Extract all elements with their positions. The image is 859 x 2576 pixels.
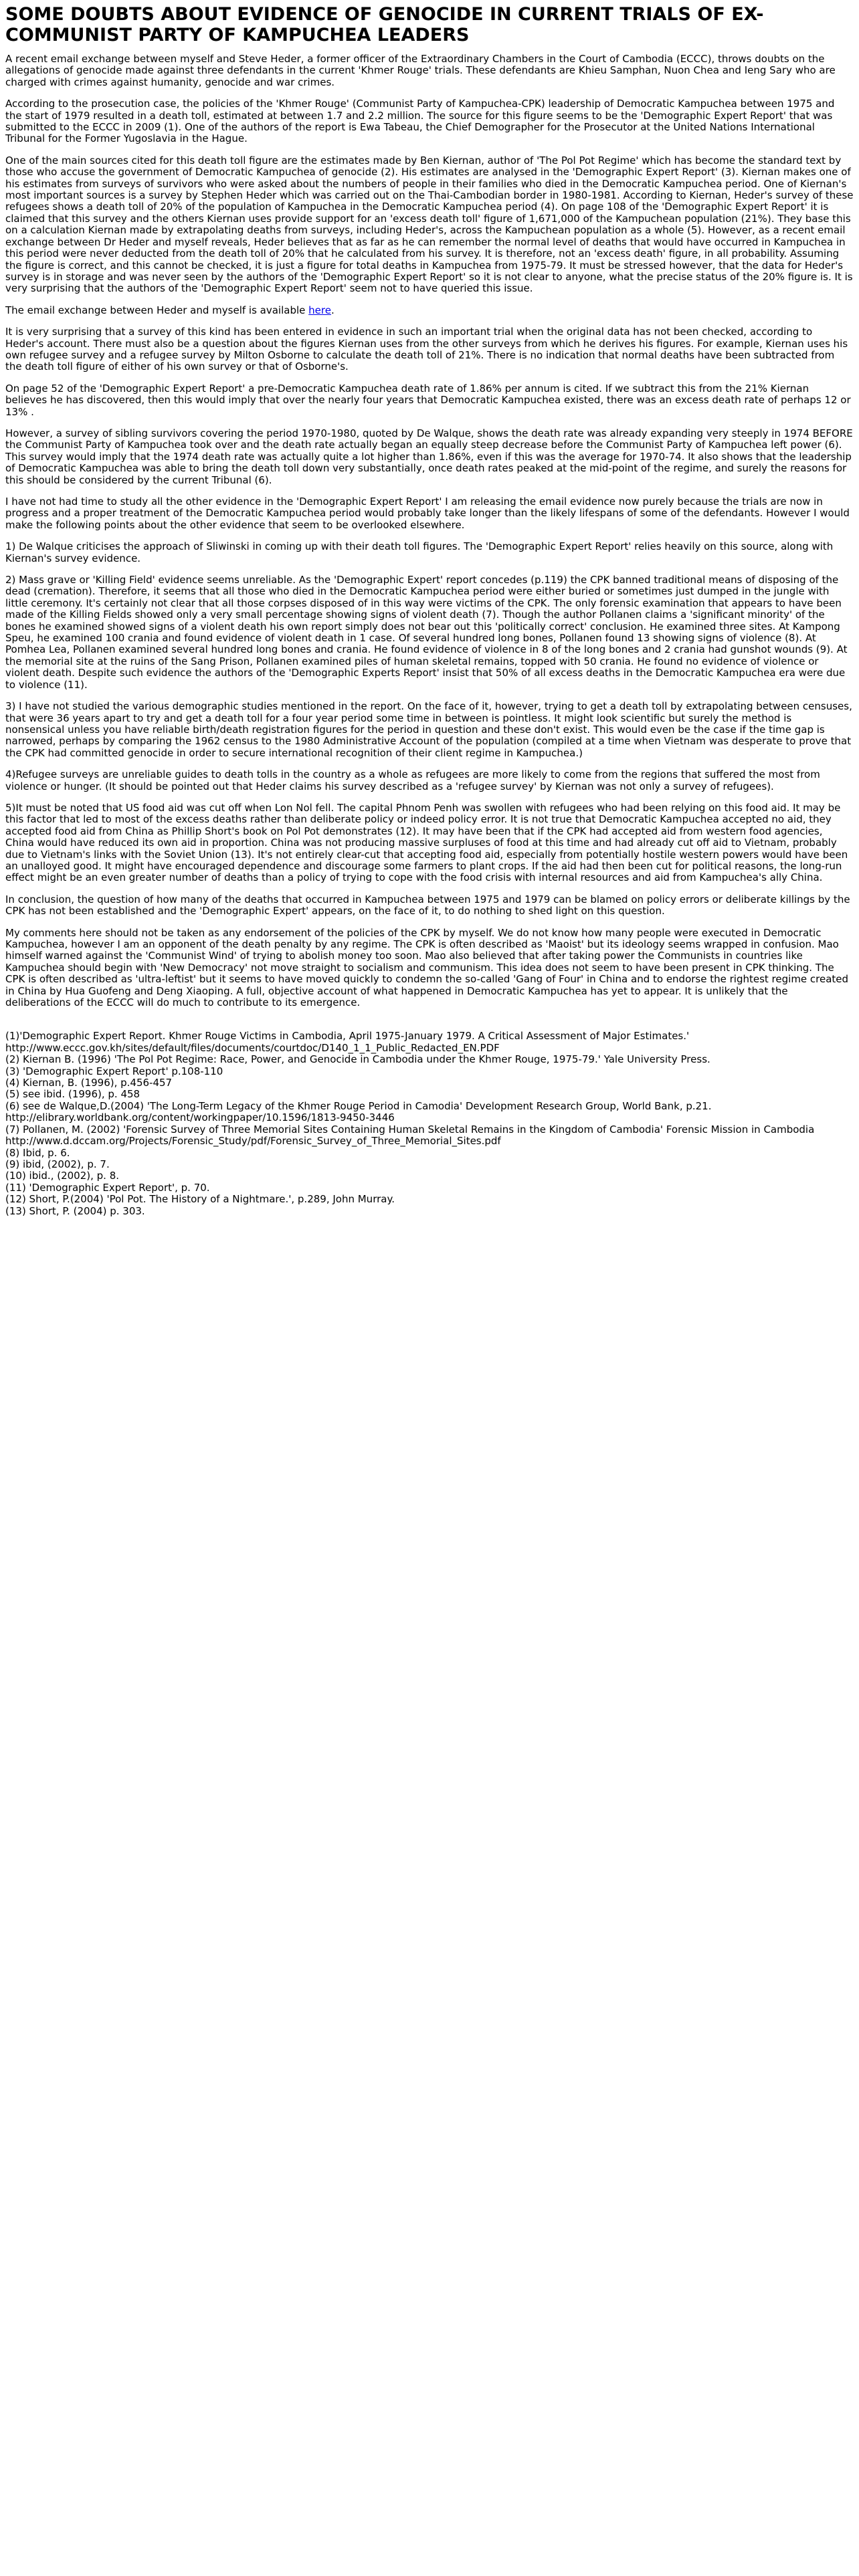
reference-item: (2) Kiernan B. (1996) 'The Pol Pot Regime: Race, Power, and Genocide in Cambodia under the Khmer Rouge, 1975-79.' Yale University Press.	[5, 1053, 710, 1066]
paragraph-sources: One of the main sources cited for this death toll figure are the estimates made by Ben Kiernan, author of 'The Pol Pot Regime' which has become the standard text by those who accuse the government of Democratic Kampuchea of genocide (2). His estimates are analysed in the 'Demographic Expert Report' (3). Kiernan makes one of his estimates from surveys of survivors who were asked about the numbers of people in their families who died in the Democratic Kampuchea period. One of Kiernan's most important sources is a survey by Stephen Heder which was carried out on the Thai-Cambodian border in 1980-1981. According to Kiernan, Heder's survey of these refugees shows a death toll of 20% of the population of Kampuchea in the Democratic Kampuchea period (4). On page 108 of the 'Demographic Expert Report' it is claimed that this survey and the others Kiernan uses provide support for an 'excess death toll' figure of 1,671,000 of the Kampuchean population (21%). They base this on a calculation Kiernan made by extrapolating deaths from surveys, including Heder's, across the Kampuchean population as a whole (5). However, as a recent email exchange between Dr Heder and myself reveals, Heder believes that as far as he can remember the normal level of deaths that would have occurred in Kampuchea in this period were never deducted from the death toll of 20% that he calculated from his survey. It is therefore, not an 'excess death' figure, in all probability. Assuming the figure is correct, and this cannot be checked, it is just a figure for total deaths in Kampuchea from 1975-79. It must be stressed however, that the data for Heder's survey is in storage and was never seen by the authors of the 'Demographic Expert Report' so it is not clear to anyone, what the precise status of the 20% figure is. It is very surprising that the authors of the 'Demographic Expert Report' seem not to have queried this issue.	[5, 154, 854, 295]
reference-item: (7) Pollanen, M. (2002) 'Forensic Survey of Three Memorial Sites Containing Human Skeletal Remains in the Kingdom of Cambodia' Forensic Mission in Cambodia http://www.d.dccam.org/Projects/Forensic_Study/pdf/Forensic_Survey_of_Three_Memorial_Sites.pdf	[5, 1123, 815, 1148]
paragraph-intro: A recent email exchange between myself and Steve Heder, a former officer of the Extraordinary Chambers in the Court of Cambodia (ECCC), throws doubts on the allegations of genocide made against three defendants in the current 'Khmer Rouge' trials. These defendants are Khieu Samphan, Nuon Chea and Ieng Sary who are charged with crimes against humanity, genocide and war crimes.	[5, 53, 836, 88]
paragraph-email-exchange	[5, 305, 854, 316]
paragraph-point-1: 1) De Walque criticises the approach of Sliwinski in coming up with their death toll figures. The 'Demographic Expert Report' relies heavily on this source, along with Kiernan's survey evidence.	[5, 540, 834, 564]
spacer	[5, 1018, 854, 1031]
reference-item: (10) ibid., (2002), p. 8.	[5, 1170, 120, 1182]
reference-item: (9) ibid, (2002), p. 7.	[5, 1158, 110, 1170]
paragraph-comments: My comments here should not be taken as any endorsement of the policies of the CPK by myself. We do not know how many people were executed in Democratic Kampuchea, however I am an opponent of the death penalty by any regime. The CPK is often described as 'Maoist' but its ideology seems wrapped in confusion. Mao himself warned against the 'Communist Wind' of trying to abolish money too soon. Mao also believed that after taking power the Communists in countries like Kampuchea should begin with 'New Democracy' not move straight to socialism and communism. This idea does not seem to have been present in CPK thinking. The CPK is often described as 'ultra-leftist' but it seems to have moved quickly to condemn the so-called 'Gang of Four' in China and to endorse the rightest regime created in China by Hua Guofeng and Deng Xiaoping. A full, objective account of what happened in Democratic Kampuchea has yet to appear. It is unlikely that the deliberations of the ECCC will do much to contribute to its emergence.	[5, 926, 849, 1009]
reference-item: (5) see ibid. (1996), p. 458	[5, 1088, 140, 1101]
reference-item: (8) Ibid, p. 6.	[5, 1146, 70, 1159]
paragraph-sibling-survey: However, a survey of sibling survivors covering the period 1970-1980, quoted by De Walque, shows the death rate was already expanding very steeply in 1974 BEFORE the Communist Party of Kampuchea took over and the death rate actually began an equally steep decrease before the Communist Party of Kampuchea left power (6). This survey would imply that the 1974 death rate was actually quite a lot higher than 1.86%, even if this was the average for 1970-74. It also shows that the leadership of Democratic Kampuchea was able to bring the death toll down very substantially, once death rates peaked at the mid-point of the regime, and surely the reasons for this should be considered by the current Tribunal (6).	[5, 427, 853, 486]
paragraph-point-4: 4)Refugee surveys are unreliable guides to death tolls in the country as a whole as refugees are more likely to come from the regions that suffered the most from violence or hunger. (It should be pointed out that Heder claims his survey described as a 'refugee survey' by Kiernan was not only a survey of refugees).	[5, 768, 820, 792]
article-title: SOME DOUBTS ABOUT EVIDENCE OF GENOCIDE IN CURRENT TRIALS OF EX-COMMUNIST PARTY OF KAMPUCHEA LEADERS	[5, 4, 764, 45]
paragraph-survey-doubts: It is very surprising that a survey of this kind has been entered in evidence in such an important trial when the original data has not been checked, according to Heder's account. There must also be a question about the figures Kiernan uses from the other surveys from which he derives his figures. For example, Kiernan uses his own refugee survey and a refugee survey by Milton Osborne to calculate the death toll of 21%. There is no indication that normal deaths have been subtracted from the death toll figure of either of his own survey or that of Osborne's.	[5, 326, 848, 373]
paragraph-death-rate: On page 52 of the 'Demographic Expert Report' a pre-Democratic Kampuchea death rate of 1.86% per annum is cited. If we subtract this from the 21% Kiernan believes he has discovered, then this would imply that over the nearly four years that Democratic Kampuchea existed, there was an excess death rate of perhaps 12 or 13% .	[5, 382, 851, 418]
paragraph-other-evidence: I have not had time to study all the other evidence in the 'Demographic Expert Report' I am releasing the email evidence now purely because the trials are now in progress and a proper treatment of the Democratic Kampuchea period would probably take longer than the likely lifespans of some of the defendants. However I would make the following points about the other evidence that seem to be overlooked elsewhere.	[5, 496, 850, 531]
email-exchange-end: .	[330, 304, 335, 316]
paragraph-prosecution-case: According to the prosecution case, the policies of the 'Khmer Rouge' (Communist Party of Kampuchea-CPK) leadership of Democratic Kampuchea between 1975 and the start of 1979 resulted in a death toll, estimated at between 1.7 and 2.2 million. The source for this figure seems to be the 'Demographic Expert Report' that was submitted to the ECCC in 2009 (1). One of the authors of the report is Ewa Tabeau, the Chief Demographer for the Prosecutor at the United Nations International Tribunal for the Former Yugoslavia in the Hague.	[5, 98, 835, 145]
email-exchange-text: The email exchange between Heder and myself is available	[5, 304, 309, 316]
references-list	[5, 1031, 854, 1217]
paragraph-point-3: 3) I have not studied the various demographic studies mentioned in the report. On the face of it, however, trying to get a death toll by extrapolating between censuses, that were 36 years apart to try and get a death toll for a four year period some time in between is pointless. It might look scientific but surely the method is nonsensical unless you have reliable birth/death registration figures for the period in question and these don't exist. This would even be the case if the time gap is narrowed, perhaps by comparing the 1962 census to the 1980 Administrative Account of the population (compiled at a time when Vietnam was desperate to prove that the CPK had committed genocide in order to secure international recognition of their client regime in Kampuchea.)	[5, 700, 852, 759]
reference-item: (3) 'Demographic Expert Report' p.108-110	[5, 1065, 223, 1077]
paragraph-point-2: 2) Mass grave or 'Killing Field' evidence seems unreliable. As the 'Demographic Expert' report concedes (p.119) the CPK banned traditional means of disposing of the dead (cremation). Therefore, it seems that all those who died in the Democratic Kampuchea period were either buried or sometimes just dumped in the jungle with little ceremony. It's certainly not clear that all those corpses disposed of in this way were victims of the CPK. The only forensic examination that appears to have been made of the Killing Fields showed only a very small percentage showing signs of violent death (7). Though the author Pollanen claims a 'significant minority' of the bones he examined showed signs of a violent death his own report simply does not bear out this 'politically correct' conclusion. He examined three sites. At Kampong Speu, he examined 100 crania and found evidence of violent death in 1 case. Of several hundred long bones, Pollanen found 13 showing signs of violence (8). At Pomhea Lea, Pollanen examined several hundred long bones and crania. He found evidence of violence in 8 of the long bones and 2 crania had gunshot wounds (9). At the memorial site at the ruins of the Sang Prison, Pollanen examined piles of human skeletal remains, topped with 50 crania. He found no evidence of violence or violent death. Despite such evidence the authors of the 'Demographic Experts Report' insist that 50% of all excess deaths in the Democratic Kampuchea era were due to violence (11).	[5, 574, 848, 691]
paragraph-conclusion: In conclusion, the question of how many of the deaths that occurred in Kampuchea between 1975 and 1979 can be blamed on policy errors or deliberate killings by the CPK has not been established and the 'Demographic Expert' appears, on the face of it, to do nothing to shed light on this question.	[5, 893, 850, 918]
paragraph-point-5: 5)It must be noted that US food aid was cut off when Lon Nol fell. The capital Phnom Penh was swollen with refugees who had been relying on this food aid. It may be this factor that led to most of the excess deaths rather than deliberate policy or indeed policy error. It is not true that Democratic Kampuchea accepted no aid, they accepted food aid from China as Phillip Short's book on Pol Pot demonstrates (12). It may have been that if the CPK had accepted aid from western food agencies, China would have reduced its own aid in proportion. China was not producing massive surpluses of food at this time and had already cut off aid to Vietnam, probably due to Vietnam's links with the Soviet Union (13). It's not entirely clear-cut that accepting food aid, especially from potentially hostile western powers would have been an unalloyed good. It might have encouraged dependence and discourage some farmers to plant crops. If the aid had then been cut for political reasons, the long-run effect might be an even greater number of deaths than a policy of trying to cope with the food crisis with internal resources and aid from Kampuchea's ally China.	[5, 801, 848, 884]
reference-item: (4) Kiernan, B. (1996), p.456-457	[5, 1077, 173, 1089]
reference-item: (12) Short, P.(2004) 'Pol Pot. The History of a Nightmare.', p.289, John Murray.	[5, 1193, 395, 1206]
reference-item: (11) 'Demographic Expert Report', p. 70.	[5, 1181, 210, 1194]
email-exchange-link[interactable]: here	[308, 304, 331, 316]
article-page	[0, 0, 859, 1217]
reference-item: (1)'Demographic Expert Report. Khmer Rouge Victims in Cambodia, April 1975-January 1979. A Critical Assessment of Major Estimates.'	[5, 1030, 690, 1043]
reference-item: http://www.eccc.gov.kh/sites/default/files/documents/courtdoc/D140_1_1_Public_Redacted_EN.PDF	[5, 1041, 500, 1054]
reference-item: (6) see de Walque,D.(2004) 'The Long-Term Legacy of the Khmer Rouge Period in Camodia' Development Research Group, World Bank, p.21. http://elibrary.worldbank.org/content/workingpaper/10.1596/1813-9450-3446	[5, 1099, 712, 1124]
reference-item: (13) Short, P. (2004) p. 303.	[5, 1204, 145, 1217]
